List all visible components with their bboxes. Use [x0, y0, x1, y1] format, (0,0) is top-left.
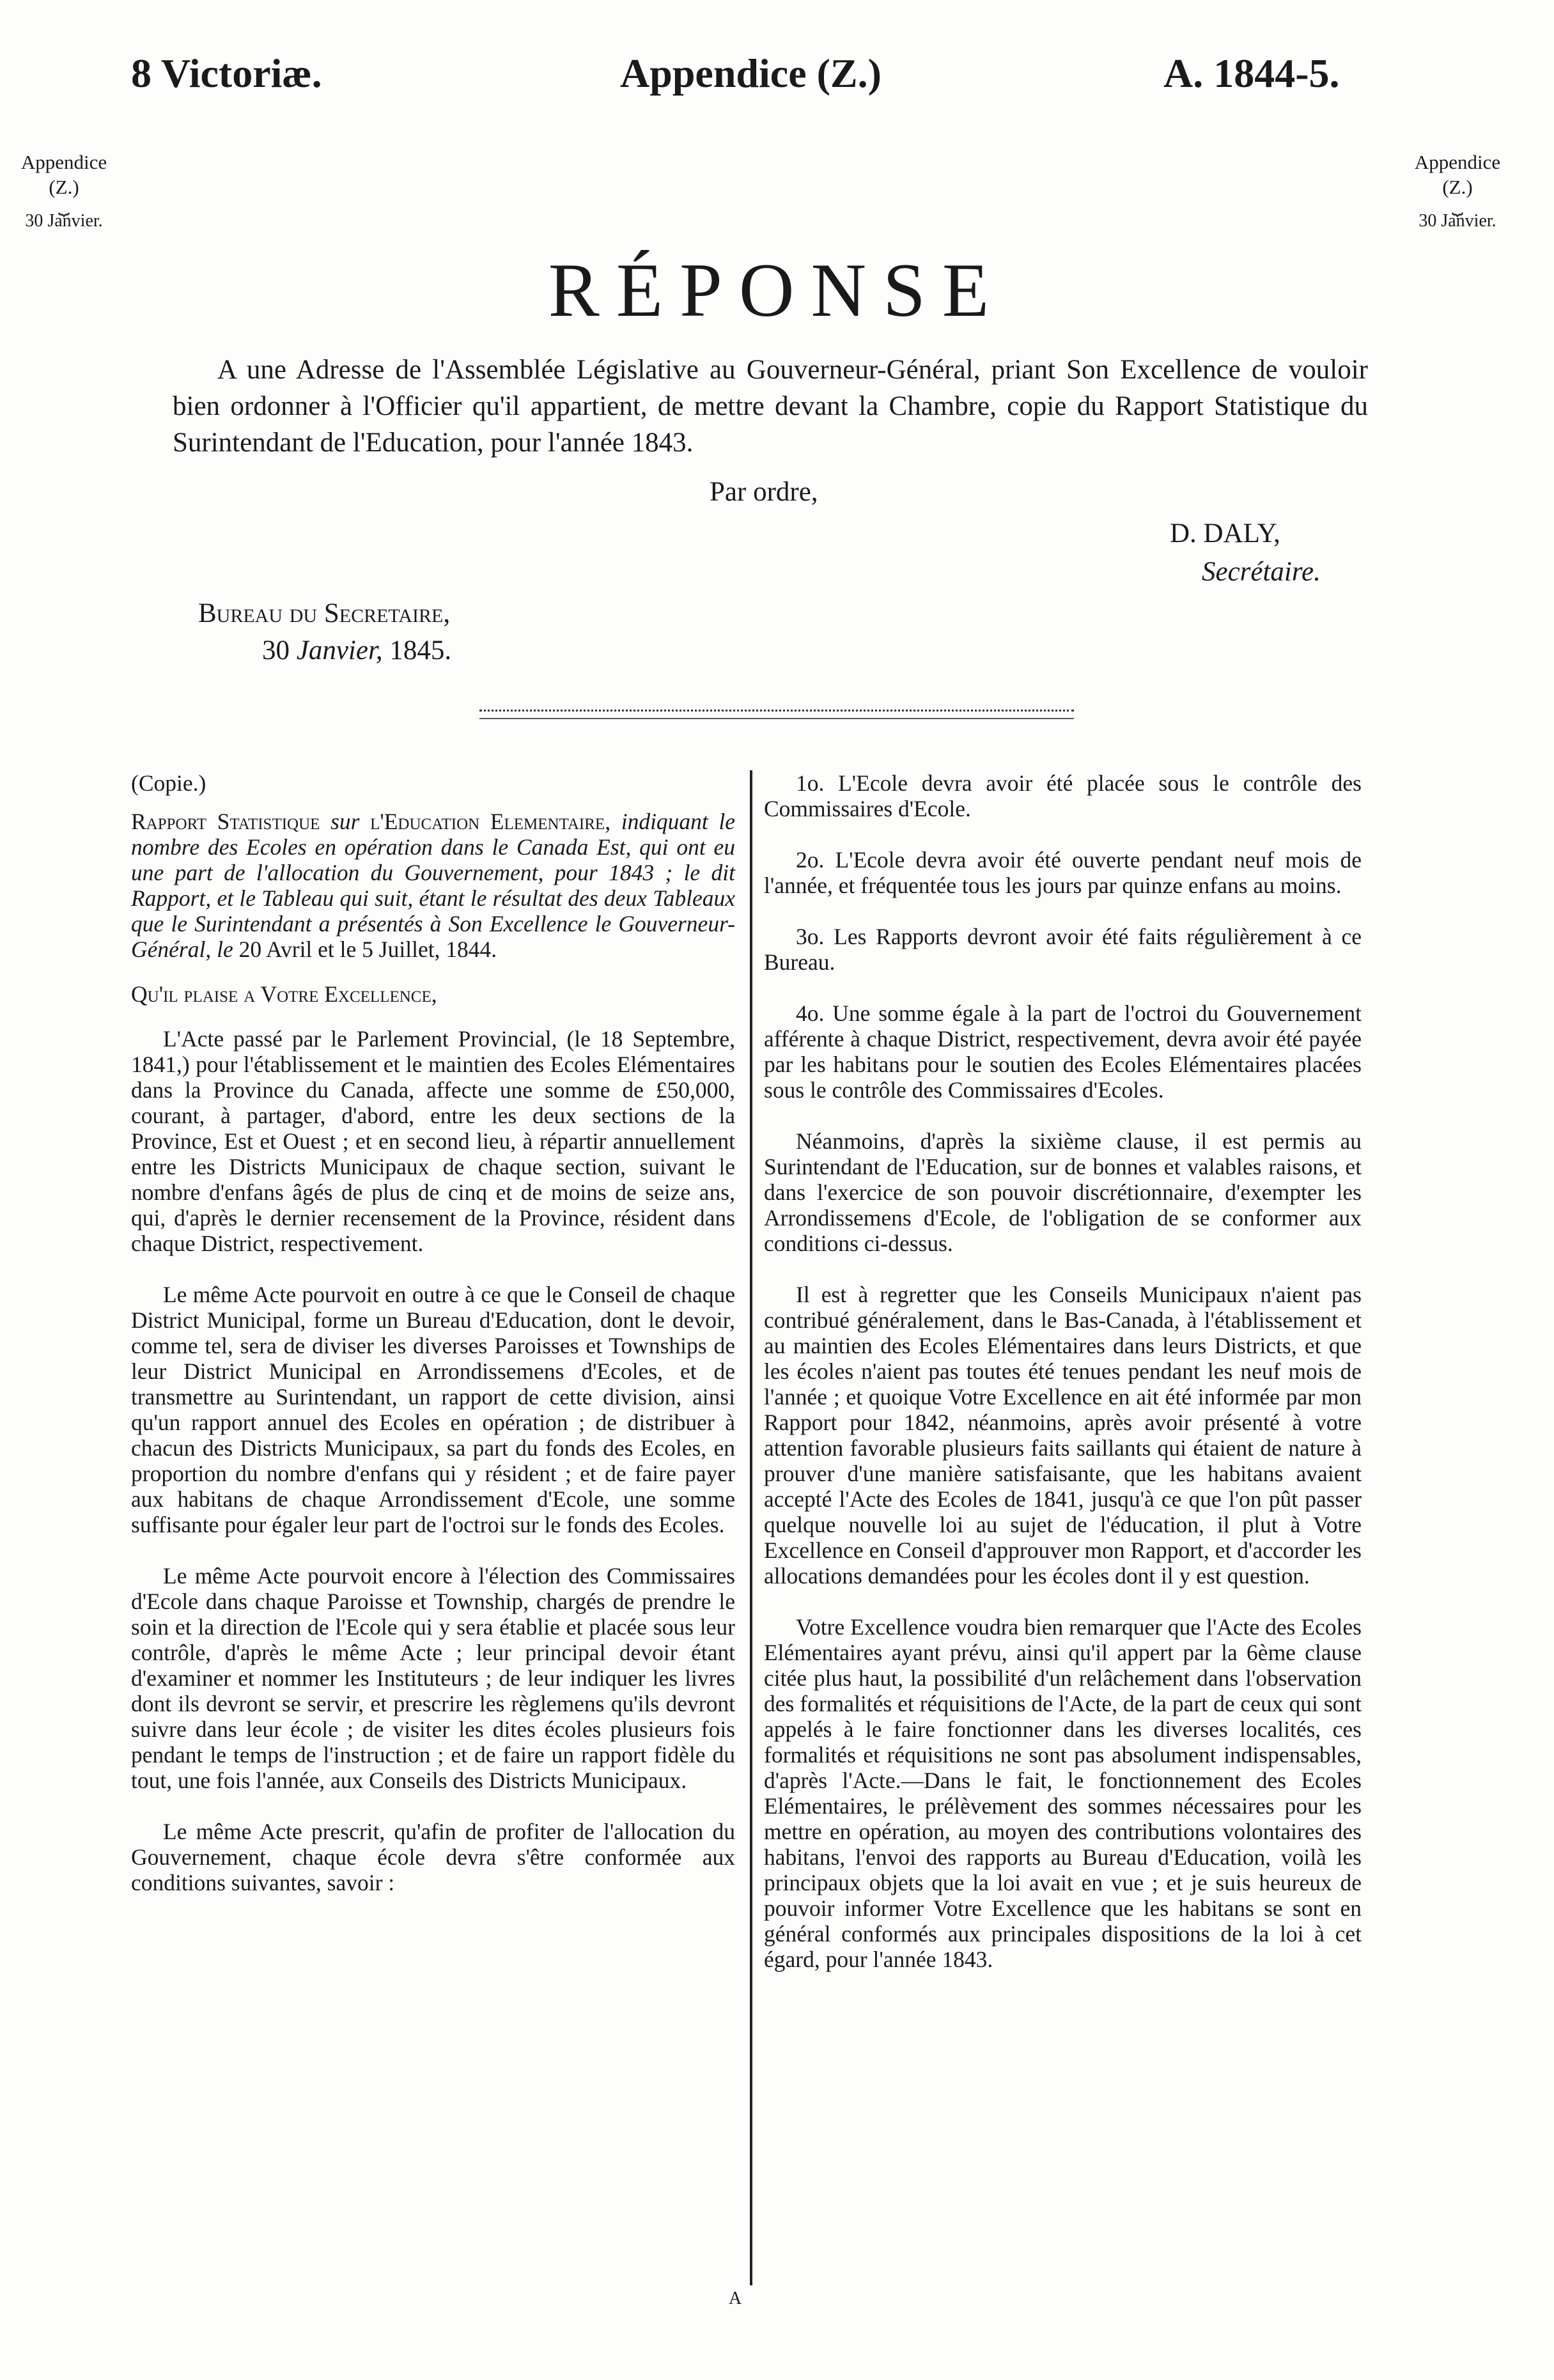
- left-column: [131, 770, 735, 1921]
- left-paragraph-2: Le même Acte pourvoit en outre à ce que le Conseil de chaque District Municipal, forme un Bureau d'Education, dont le devoir, comme tel, sera de diviser les diverses Paroisses et Townships de leur District Municipal en Arrondissemens d'Ecoles, et de transmettre au Surintendant, un rapport de cette division, ainsi qu'un rapport annuel des Ecoles en opération ; de distribuer à chacun des Districts Municipaux, sa part du fonds des Ecoles, en proportion du nombre d'enfans qui y résident ; et de faire payer aux habitans de chaque Arrondissement d'Ecole, une somme suffisante pour égaler leur part de l'octroi sur le fonds des Ecoles.: [131, 1282, 735, 1537]
- copie-label: (Copie.): [131, 770, 206, 796]
- report-date: 20 Avril et le 5 Juillet, 1844.: [238, 937, 497, 962]
- margin-note-left: [0, 150, 128, 232]
- office-date-year: 1845.: [389, 635, 452, 665]
- report-title-sur: sur: [330, 809, 360, 834]
- condition-3: 3o. Les Rapports devront avoir été faits régulièrement à ce Bureau.: [764, 924, 1362, 975]
- left-paragraph-1: L'Acte passé par le Parlement Provincial, (le 18 Septembre, 1841,) pour l'établissement et le maintien des Ecoles Elémentaires dans la Province du Canada, affecte une somme de £50,000, courant, à partager, d'abord, entre les deux sections de la Province, Est et Ouest ; et en second lieu, à répartir annuellement entre les Districts Municipaux de chaque section, suivant le nombre d'enfans âgés de plus de cinq et de moins de seize ans, qui, d'après le dernier recensement de la Province, résident dans chaque District, respectivement.: [131, 1026, 735, 1256]
- condition-1: 1o. L'Ecole devra avoir été placée sous le contrôle des Commissaires d'Ecole.: [764, 770, 1362, 821]
- signature-mark: A: [729, 2289, 742, 2308]
- section-divider: [479, 710, 1074, 719]
- header-center: Appendice (Z.): [620, 51, 882, 96]
- right-column: [764, 770, 1362, 1998]
- par-ordre: Par ordre,: [710, 477, 818, 507]
- report-title-sc2: l'Education Elementaire,: [370, 809, 611, 834]
- right-paragraph-5: Néanmoins, d'après la sixième clause, il est permis au Surintendant de l'Education, sur de bonnes et valables raisons, et dans l'exercice de son pouvoir discrétionnaire, d'exempter les Arrondissemens d'Ecole, de l'obligation de se conformer aux conditions ci-dessus.: [764, 1128, 1362, 1256]
- report-title-rest: indiquant le nombre des Ecoles en opération dans le Canada Est, qui ont eu une part de l'allocation du Gouvernement, pour 1843 ; le dit Rapport, et le Tableau qui suit, étant le résultat des deux Tableaux que le Surintendant a présentés à Son Excellence le Gouverneur-Général, le: [131, 809, 736, 962]
- report-title: [131, 809, 735, 962]
- right-paragraph-7: Votre Excellence voudra bien remarquer que l'Acte des Ecoles Elémentaires ayant prévu, ainsi qu'il appert par la 6ème clause citée plus haut, la possibilité d'un relâchement dans l'observation des formalités et réquisitions de l'Acte, de la part de ceux qui sont appelés à le faire fonctionner dans les diverses localités, ces formalités et réquisitions ne sont pas absolument indispensables, d'après l'Acte.—Dans le fait, le fonctionnement des Ecoles Elémentaires, le prélèvement des sommes nécessaires pour les mettre en opération, au moyen des contributions volontaires des habitans, l'envoi des rapports au Bureau d'Education, voilà les principaux objets que la loi avait en vue ; et je suis heureux de pouvoir informer Votre Excellence que les habitans se sont en général conformés aux principales dispositions de la loi à cet égard, pour l'année 1843.: [764, 1614, 1362, 1972]
- margin-right-date: 30 Janvier.: [1418, 210, 1496, 231]
- margin-left-line1: Appendice: [20, 151, 107, 173]
- office-date: [262, 635, 451, 666]
- condition-4: 4o. Une somme égale à la part de l'octroi du Gouvernement afférente à chaque District, respectivement, devra avoir été payée par les habitans pour le soutien des Ecoles Elémentaires placées sous le contrôle des Commissaires d'Ecoles.: [764, 1000, 1362, 1103]
- brace-left: ⏟: [58, 194, 70, 215]
- brace-right: ⏟: [1452, 194, 1463, 215]
- left-paragraph-3: Le même Acte pourvoit encore à l'élection des Commissaires d'Ecole dans chaque Paroisse et Township, chargés de prendre le soin et la direction de l'Ecole qui y sera établie et placée sous leur contrôle, d'après le même Acte ; leur principal devoir étant d'examiner et nommer les Instituteurs ; de leur indiquer les livres dont ils devront se servir, et prescrire les règlemens qu'ils devront suivre dans leur école ; de visiter les dites écoles plusieurs fois pendant le temps de l'instruction ; et de faire un rapport fidèle du tout, une fois l'année, aux Conseils des Districts Municipaux.: [131, 1563, 735, 1793]
- intro-text: A une Adresse de l'Assemblée Législative au Gouverneur-Général, priant Son Excellence de vouloir bien ordonner à l'Officier qu'il appartient, de mettre devant la Chambre, copie du Rapport Statistique du Surintendant de l'Education, pour l'année 1843.: [173, 355, 1368, 458]
- column-rule: [750, 770, 752, 2285]
- margin-right-line2: (Z.): [1442, 175, 1473, 198]
- margin-left-line2: (Z.): [49, 175, 79, 198]
- office-date-num: 30: [262, 635, 290, 665]
- intro-paragraph: [173, 352, 1368, 461]
- condition-2: 2o. L'Ecole devra avoir été ouverte pendant neuf mois de l'année, et fréquentée tous les jours par quinze enfans au moins.: [764, 847, 1362, 898]
- margin-right-line1: Appendice: [1414, 151, 1501, 173]
- page-title: RÉPONSE: [548, 247, 1006, 332]
- office-date-month: Janvier,: [296, 635, 383, 665]
- report-title-sc: Rapport Statistique: [131, 809, 320, 834]
- signature-name: D. DALY,: [1170, 518, 1280, 548]
- office-line: Bureau du Secretaire,: [198, 598, 451, 628]
- header-right: A. 1844-5.: [1163, 51, 1340, 96]
- right-paragraph-6: Il est à regretter que les Conseils Municipaux n'aient pas contribué généralement, dans le Bas-Canada, à l'établissement et au maintien des Ecoles Elémentaires dans leurs Districts, et que les écoles n'aient pas toutes été tenues pendant les neuf mois de l'année ; et quoique Votre Excellence en ait été informée par mon Rapport pour 1842, néanmoins, après avoir présenté à votre attention favorable plusieurs faits saillants qui étaient de nature à prouver d'une manière satisfaisante, que les habitans avaient accepté l'Acte des Ecoles de 1841, jusqu'à ce que l'on pût passer quelque nouvelle loi au sujet de l'éducation, il plut à Votre Excellence en Conseil d'approuver mon Rapport, et d'accorder les allocations demandées pour les écoles dont il y est question.: [764, 1282, 1362, 1589]
- margin-note-right: [1394, 150, 1521, 232]
- left-paragraph-4: Le même Acte prescrit, qu'afin de profiter de l'allocation du Gouvernement, chaque école devra s'être conformée aux conditions suivantes, savoir :: [131, 1819, 735, 1895]
- signature-title: Secrétaire.: [1202, 557, 1321, 587]
- header-left: 8 Victoriæ.: [131, 51, 322, 96]
- salutation: Qu'il plaise a Votre Excellence,: [131, 981, 437, 1007]
- margin-left-date: 30 Janvier.: [25, 210, 103, 231]
